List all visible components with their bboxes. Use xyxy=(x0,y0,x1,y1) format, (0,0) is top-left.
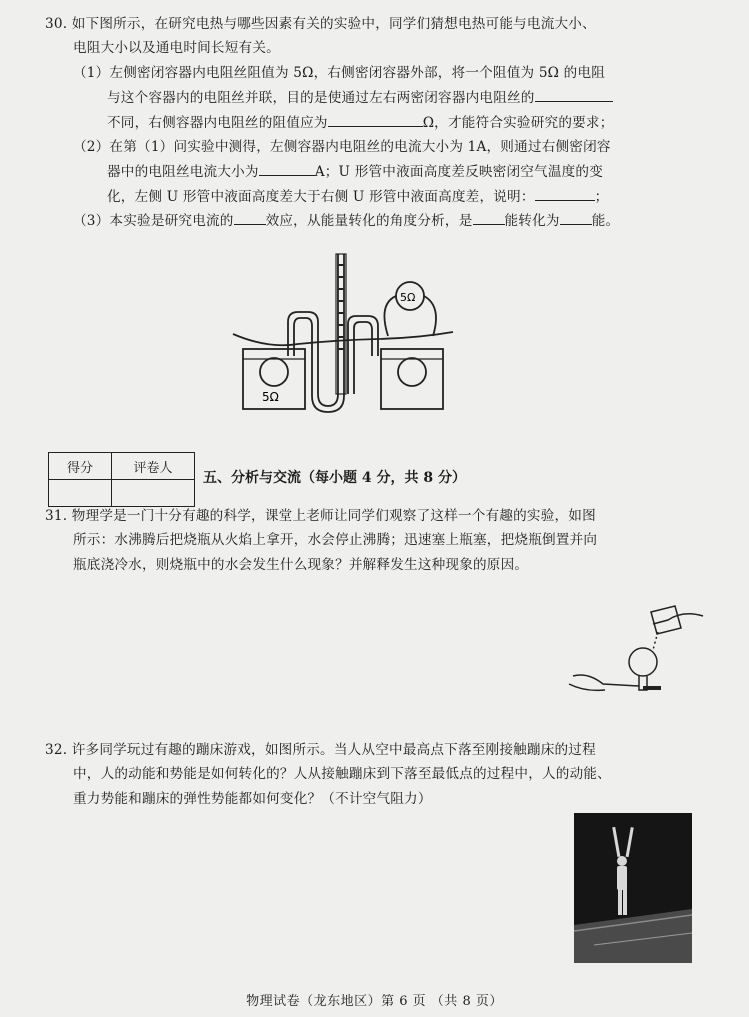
trampoline-photo xyxy=(574,813,692,963)
q30-p3: （3）本实验是研究电流的 效应，从能量转化的角度分析，是 能转化为 能。 xyxy=(73,210,619,231)
left-resistor-label: 5Ω xyxy=(262,390,279,404)
inverted-flask-figure xyxy=(563,602,713,702)
score-header: 得分 xyxy=(49,453,112,480)
grader-cell[interactable] xyxy=(112,480,195,507)
q30-p2-b: 器中的电阻丝电流大小为 A；U 形管中液面高度差反映密闭空气温度的变 xyxy=(107,161,603,182)
q30-p1-b: 与这个容器内的电阻丝并联，目的是使通过左右两密闭容器内电阻丝的 xyxy=(107,87,613,108)
q30-line1: 30. 如下图所示，在研究电热与哪些因素有关的实验中，同学们猜想电热可能与电流大小、 xyxy=(45,16,596,32)
score-table xyxy=(48,452,195,507)
q30-p1-c: 不同，右侧容器内电阻丝的阻值应为 Ω，才能符合实验研究的要求； xyxy=(107,112,614,133)
q30-p2-a: （2）在第（1）问实验中测得，左侧容器内电阻丝的电流大小为 1A，则通过右侧密闭容 xyxy=(73,139,611,155)
page-footer: 物理试卷（龙东地区）第 6 页 （共 8 页） xyxy=(246,994,503,1009)
q31-line3: 瓶底浇冷水，则烧瓶中的水会发生什么现象？并解释发生这种现象的原因。 xyxy=(73,557,529,573)
external-resistor-label: 5Ω xyxy=(400,291,416,304)
answer-blank[interactable] xyxy=(535,186,595,201)
answer-blank[interactable] xyxy=(473,210,505,225)
answer-blank[interactable] xyxy=(259,161,315,176)
q32-line3: 重力势能和蹦床的弹性势能都如何变化？（不计空气阻力） xyxy=(73,791,432,807)
answer-blank[interactable] xyxy=(560,210,592,225)
answer-blank[interactable] xyxy=(535,87,613,102)
q30-p2-c: 化，左侧 U 形管中液面高度差大于右侧 U 形管中液面高度差，说明： ； xyxy=(107,186,608,207)
answer-blank[interactable] xyxy=(234,210,266,225)
q31-line1: 31. 物理学是一门十分有趣的科学，课堂上老师让同学们观察了这样一个有趣的实验，如图 xyxy=(45,508,596,524)
answer-blank[interactable] xyxy=(328,112,423,127)
q32-line1: 32. 许多同学玩过有趣的蹦床游戏，如图所示。当人从空中最高点下落至刚接触蹦床的过程 xyxy=(45,742,596,758)
q30-line2: 电阻大小以及通电时间长短有关。 xyxy=(73,40,280,56)
q30-p1-a: （1）左侧密闭容器内电阻丝阻值为 5Ω，右侧密闭容器外部，将一个阻值为 5Ω 的电阻 xyxy=(73,65,606,81)
grader-header: 评卷人 xyxy=(112,453,195,480)
score-cell[interactable] xyxy=(49,480,112,507)
q31-line2: 所示：水沸腾后把烧瓶从火焰上拿开，水会停止沸腾；迅速塞上瓶塞，把烧瓶倒置并向 xyxy=(73,532,598,548)
electric-heat-apparatus-figure xyxy=(228,244,458,419)
q32-line2: 中，人的动能和势能是如何转化的？人从接触蹦床到下落至最低点的过程中，人的动能、 xyxy=(73,766,611,782)
section-title: 五、分析与交流（每小题 4 分，共 8 分） xyxy=(203,470,466,486)
